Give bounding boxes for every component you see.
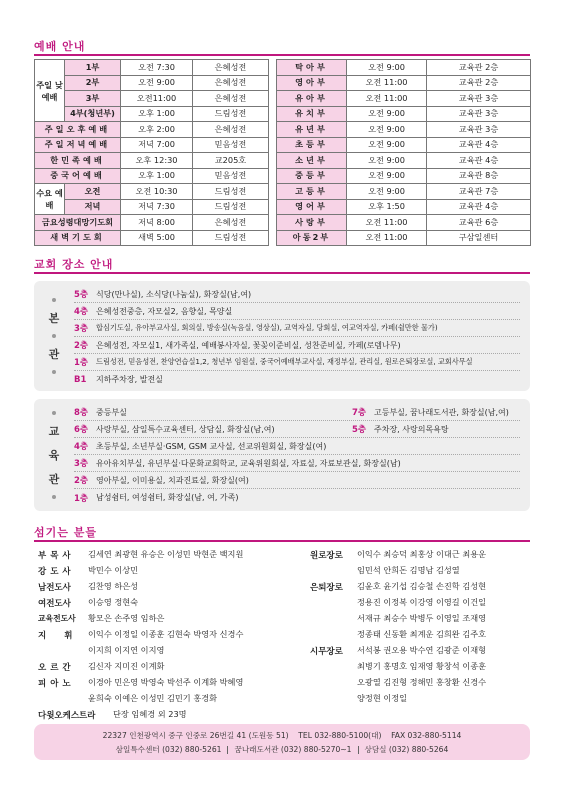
floor-desc: 영아부실, 이미용실, 치과진료실, 화장실(여) xyxy=(96,475,249,485)
staff-names: 오광열 김진형 정해민 홍창환 신경수 xyxy=(357,677,487,687)
floor-row xyxy=(74,472,520,489)
dept-time: 오전 9:00 xyxy=(347,137,427,153)
dept-place: 교육관 3층 xyxy=(427,122,531,138)
gap xyxy=(269,122,277,138)
worship-row xyxy=(35,168,531,184)
staff-names: 서재규 최승수 박병두 이영일 조재영 xyxy=(357,613,487,623)
staff-role: 지휘 xyxy=(38,631,91,641)
footer-tel: TEL 032-880-5100(대) xyxy=(298,731,382,740)
staff-names: 양정현 이정일 xyxy=(357,693,408,703)
staff-names: 김세연 최광현 유승은 이성민 박현준 백지원 xyxy=(88,549,244,559)
staff-names: 김찬영 하은성 xyxy=(88,581,139,591)
floor-number: 4층 xyxy=(74,442,89,452)
worship-place: 은혜성전 xyxy=(193,215,269,231)
floor-desc: 드림성전, 믿음성전, 찬양연습실1,2, 청년부 임원실, 중국어예배부교사실, 재정부실, 관리실, 원로은퇴장로실, 교회사무실 xyxy=(96,357,473,366)
worship-sub-label: 1부 xyxy=(65,60,121,76)
worship-time: 오후 12:30 xyxy=(121,153,193,169)
floor-number: 1층 xyxy=(74,493,89,504)
dept-place: 교육관 8층 xyxy=(427,168,531,184)
staff-names: 이승영 정현숙 xyxy=(88,597,139,607)
worship-sub-label: 4부(청년부) xyxy=(65,106,121,122)
worship-time: 저녁 7:00 xyxy=(121,137,193,153)
footer-line-1 xyxy=(34,729,530,743)
worship-place: 믿음성전 xyxy=(193,168,269,184)
floor-desc: 은혜성전, 자모실1, 새가족실, 예배봉사자실, 꽃꽂이준비실, 성찬준비실, 카페(로뎀나무) xyxy=(96,340,401,350)
footer-address: 22327 인천광역시 중구 인중로 26번길 41 (도원동 51) xyxy=(102,731,289,740)
floor-desc: 지하주차장, 발전실 xyxy=(96,375,163,384)
dept-time: 오후 1:50 xyxy=(347,199,427,215)
worship-time: 오전 9:00 xyxy=(121,75,193,91)
floor-number: B1 xyxy=(74,374,87,385)
staff-names: 박민수 이상민 xyxy=(88,565,139,575)
worship-row xyxy=(35,60,531,76)
gap xyxy=(269,91,277,107)
staff-names: 정종태 신동환 최계운 김희완 김주호 xyxy=(357,629,487,639)
floor-row xyxy=(74,320,520,337)
staff-names: 이경아 민은영 박영숙 박선주 이계화 박혜영 xyxy=(88,677,244,687)
floor-number: 5층 xyxy=(352,425,367,435)
gap xyxy=(269,168,277,184)
dept-time: 오전 9:00 xyxy=(347,106,427,122)
dept-label: 영어부 xyxy=(277,199,347,215)
worship-time: 오전11:00 xyxy=(121,91,193,107)
dept-place: 교육관 3층 xyxy=(427,106,531,122)
worship-place: 드림성전 xyxy=(193,230,269,246)
floor-row xyxy=(74,371,520,388)
floor-desc: 고등부실, 꿈나래도서관, 화장실(남,여) xyxy=(374,407,509,417)
worship-place: 드림성전 xyxy=(193,106,269,122)
dept-label: 사랑부 xyxy=(277,215,347,231)
dept-time: 오전 9:00 xyxy=(347,122,427,138)
floor-row xyxy=(74,438,520,455)
staff-names: 황모은 손주영 임하은 xyxy=(88,613,165,623)
worship-place: 은혜성전 xyxy=(193,91,269,107)
staff-role: 남전도사 xyxy=(38,583,71,593)
footer-fax: FAX 032-880-5114 xyxy=(391,731,462,740)
floor-desc: 은혜성전중층, 자모실2, 음향실, 목양실 xyxy=(96,306,233,316)
dept-place: 교육관 2층 xyxy=(427,60,531,76)
gap xyxy=(269,137,277,153)
dot xyxy=(52,298,56,302)
label-char: 육 xyxy=(48,449,60,462)
floor-number: 3층 xyxy=(74,324,89,334)
worship-group-label: 주일 낮예배 xyxy=(35,60,65,122)
dept-time: 오전 11:00 xyxy=(347,230,427,246)
floor-row xyxy=(74,303,520,320)
label-char: 관 xyxy=(48,473,60,486)
staff-role: 부목사 xyxy=(38,551,75,561)
divider xyxy=(227,746,228,754)
worship-place: 은혜성전 xyxy=(193,122,269,138)
footer-contact xyxy=(34,724,530,760)
floor-row xyxy=(74,404,520,421)
worship-time: 오후 2:00 xyxy=(121,122,193,138)
dept-label: 영아부 xyxy=(277,75,347,91)
label-char: 본 xyxy=(48,312,60,325)
floor-number: 5층 xyxy=(74,290,89,300)
worship-time: 오후 1:00 xyxy=(121,106,193,122)
staff-names: 이익수 이정일 이종훈 김현숙 박영자 신경수 xyxy=(88,629,244,639)
staff-names: 최병기 홍명호 임재영 황창석 이종훈 xyxy=(357,661,487,671)
dept-label: 유치부 xyxy=(277,106,347,122)
gap xyxy=(269,230,277,246)
worship-row xyxy=(35,106,531,122)
staff-role: 오르간 xyxy=(38,663,75,673)
staff-names: 이지희 이지연 이지영 xyxy=(88,645,165,655)
dept-label: 고등부 xyxy=(277,184,347,200)
floor-number: 2층 xyxy=(74,341,89,351)
worship-row xyxy=(35,230,531,246)
floor-desc: 중등부실 xyxy=(96,407,127,417)
footer-library: 꿈나래도서관 (032) 880-5270~1 xyxy=(234,745,352,754)
staff-role: 은퇴장로 xyxy=(310,583,343,593)
floor-number: 4층 xyxy=(74,307,89,317)
dept-time: 오전 9:00 xyxy=(347,60,427,76)
worship-place: 교205호 xyxy=(193,153,269,169)
floor-number: 2층 xyxy=(74,476,89,486)
dept-place: 교육관 6층 xyxy=(427,215,531,231)
floor-desc: 주차장, 사랑의목욕탕 xyxy=(374,424,449,434)
worship-time: 오후 1:00 xyxy=(121,168,193,184)
staff-names: 임민석 안희돈 김명남 김성열 xyxy=(357,565,460,575)
worship-table xyxy=(34,59,531,246)
dept-time: 오전 11:00 xyxy=(347,75,427,91)
dept-label: 소년부 xyxy=(277,153,347,169)
worship-row xyxy=(35,184,531,200)
worship-time: 오전 10:30 xyxy=(121,184,193,200)
worship-place: 믿음성전 xyxy=(193,137,269,153)
divider xyxy=(358,746,359,754)
dept-place: 교육관 7층 xyxy=(427,184,531,200)
dept-time: 오전 11:00 xyxy=(347,91,427,107)
worship-rule xyxy=(34,54,530,56)
dept-place: 구삼일센터 xyxy=(427,230,531,246)
worship-label: 중국어예배 xyxy=(35,168,121,184)
label-char: 교 xyxy=(48,425,60,438)
worship-time: 저녁 7:30 xyxy=(121,199,193,215)
floor-desc: 남성쉼터, 여성쉼터, 화장실(남, 여, 가족) xyxy=(96,493,239,502)
floor-desc: 사랑부실, 삼일특수교육센터, 상담실, 화장실(남,여) xyxy=(96,424,275,434)
dot xyxy=(52,495,56,499)
worship-row xyxy=(35,122,531,138)
dept-label: 유년부 xyxy=(277,122,347,138)
floor-number: 3층 xyxy=(74,459,89,469)
worship-row xyxy=(35,91,531,107)
dept-label: 아동2부 xyxy=(277,230,347,246)
dept-time: 오전 9:00 xyxy=(347,184,427,200)
main-building-box xyxy=(34,281,530,391)
footer-line-2 xyxy=(34,743,530,757)
floor-number: 8층 xyxy=(74,408,89,418)
floor-desc: 초등부실, 소년부실·GSM, GSM 교사실, 선교위원회실, 화장실(여) xyxy=(96,441,327,451)
worship-place: 은혜성전 xyxy=(193,75,269,91)
staff-role: 여전도사 xyxy=(38,599,71,609)
gap xyxy=(269,153,277,169)
staff-title: 섬기는 분들 xyxy=(34,526,97,539)
dept-label: 유아부 xyxy=(277,91,347,107)
floor-desc: 유아유치부실, 유년부실·다문화교회학교, 교육위원회실, 자료실, 자료보관실, 화장실(남) xyxy=(96,458,401,468)
worship-time: 저녁 8:00 xyxy=(121,215,193,231)
staff-rule xyxy=(34,540,530,542)
staff-role: 피아노 xyxy=(38,679,75,689)
dept-time: 오전 9:00 xyxy=(347,168,427,184)
worship-row xyxy=(35,153,531,169)
staff-role: 교육전도사 xyxy=(38,614,76,623)
staff-role: 시무장로 xyxy=(310,647,343,657)
dept-place: 교육관 4층 xyxy=(427,137,531,153)
footer-counsel: 상담실 (032) 880-5264 xyxy=(364,745,449,754)
worship-label: 주일오후예배 xyxy=(35,122,121,138)
worship-place: 은혜성전 xyxy=(193,60,269,76)
staff-names: 이익수 최승덕 최홍상 이대근 최용운 xyxy=(357,549,487,559)
staff-names: 김신자 지미진 이계화 xyxy=(88,661,165,671)
worship-time: 새벽 5:00 xyxy=(121,230,193,246)
education-building-label xyxy=(34,399,74,511)
education-building-box xyxy=(34,399,530,511)
worship-sub-label: 2부 xyxy=(65,75,121,91)
staff-names: 서석봉 권오용 박수연 김광준 이재형 xyxy=(357,645,487,655)
floor-number: 7층 xyxy=(352,408,367,418)
floor-row xyxy=(74,489,520,506)
floor-number: 1층 xyxy=(74,358,89,368)
dept-label: 중등부 xyxy=(277,168,347,184)
staff-role: 강도사 xyxy=(38,567,75,577)
places-title: 교회 장소 안내 xyxy=(34,258,114,271)
staff-names: 정용진 이정복 이강영 이영길 이건일 xyxy=(357,597,487,607)
worship-row xyxy=(35,215,531,231)
floor-row xyxy=(74,337,520,354)
worship-row xyxy=(35,137,531,153)
worship-label: 금요성령대망기도회 xyxy=(35,215,121,231)
gap xyxy=(269,106,277,122)
floor-row xyxy=(74,286,520,303)
dept-label: 초등부 xyxy=(277,137,347,153)
gap xyxy=(269,60,277,76)
worship-title: 예배 안내 xyxy=(34,40,86,53)
floor-row xyxy=(74,354,520,371)
worship-sub-label: 오전 xyxy=(65,184,121,200)
worship-sub-label: 저녁 xyxy=(65,199,121,215)
staff-role: 원로장로 xyxy=(310,551,343,561)
staff-names: 김윤호 윤기섭 김승철 손진학 김성현 xyxy=(357,581,487,591)
worship-label: 주일저녁예배 xyxy=(35,137,121,153)
dept-place: 교육관 3층 xyxy=(427,91,531,107)
gap xyxy=(269,184,277,200)
worship-label: 한민족예배 xyxy=(35,153,121,169)
floor-desc: 합심기도실, 유아부교사실, 회의실, 방송실(녹음실, 영상실), 교역자실, 당회실, 여교역자실, 카페(쉴만한 물가) xyxy=(96,323,438,332)
floor-desc: 식당(만나실), 소식당(나눔실), 화장실(남,여) xyxy=(96,289,252,299)
worship-place: 드림성전 xyxy=(193,184,269,200)
worship-row xyxy=(35,75,531,91)
dept-time: 오전 11:00 xyxy=(347,215,427,231)
staff-names: 단장 임혜경 외 23명 xyxy=(113,709,187,719)
staff-names: 윤희숙 이예은 이성민 김민기 홍경화 xyxy=(88,693,218,703)
dot xyxy=(52,334,56,338)
main-building-label xyxy=(34,281,74,391)
worship-group-label: 수요 예배 xyxy=(35,184,65,215)
floor-row xyxy=(74,421,520,438)
worship-sub-label: 3부 xyxy=(65,91,121,107)
dept-time: 오전 9:00 xyxy=(347,153,427,169)
dot xyxy=(52,370,56,374)
floor-number: 6층 xyxy=(74,425,89,435)
worship-place: 드림성전 xyxy=(193,199,269,215)
dot xyxy=(52,411,56,415)
staff-role: 다윗오케스트라 xyxy=(38,711,96,721)
worship-time: 오전 7:30 xyxy=(121,60,193,76)
gap xyxy=(269,199,277,215)
dept-label: 탁아부 xyxy=(277,60,347,76)
dept-place: 교육관 4층 xyxy=(427,199,531,215)
gap xyxy=(269,75,277,91)
gap xyxy=(269,215,277,231)
places-rule xyxy=(34,272,530,274)
worship-label: 새벽기도회 xyxy=(35,230,121,246)
label-char: 관 xyxy=(48,348,60,361)
dept-place: 교육관 2층 xyxy=(427,75,531,91)
footer-center: 삼일특수센터 (032) 880-5261 xyxy=(115,745,222,754)
dept-place: 교육관 4층 xyxy=(427,153,531,169)
worship-row xyxy=(35,199,531,215)
floor-row xyxy=(74,455,520,472)
